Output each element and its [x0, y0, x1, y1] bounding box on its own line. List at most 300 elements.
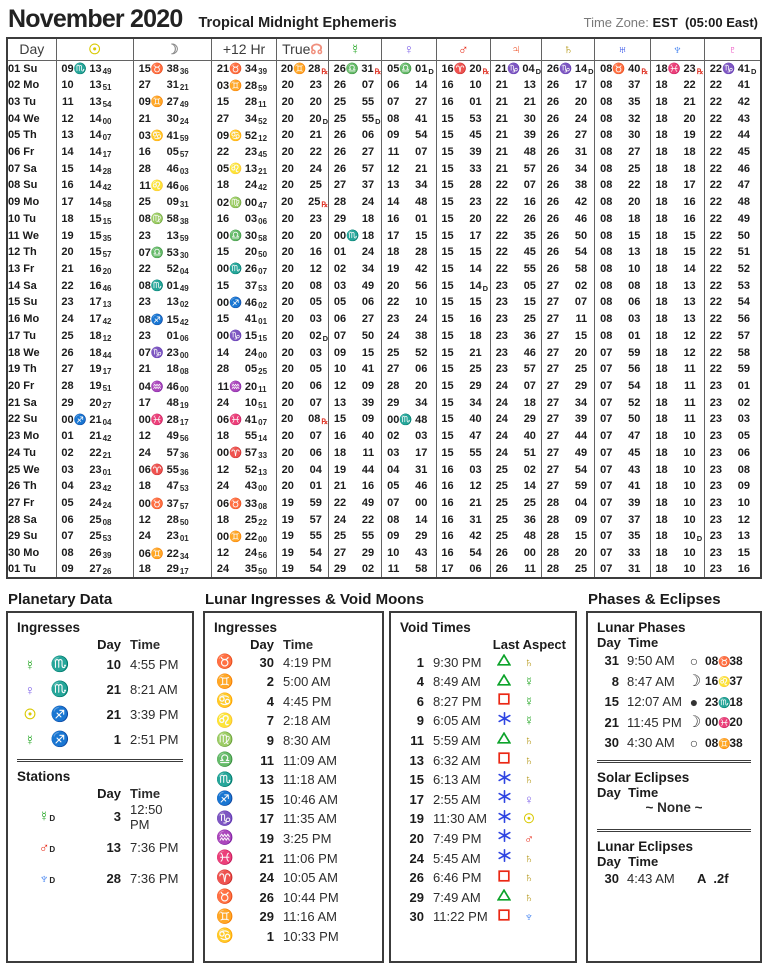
degrees: 09	[387, 129, 400, 142]
mercury-icon: ☿	[24, 656, 36, 673]
degrees: 28	[333, 196, 347, 209]
degrees: 15	[441, 396, 454, 409]
seconds: 36	[179, 468, 189, 478]
minutes: 38	[166, 63, 179, 76]
minutes: 14	[574, 63, 588, 76]
last-aspect-colhead: Last Aspect	[492, 637, 566, 653]
ingress-time: 2:18 AM	[283, 713, 331, 729]
position-cell	[382, 261, 436, 278]
minutes: 25	[308, 196, 321, 209]
planet-ingresses-colhead	[17, 637, 183, 652]
minutes: 32	[628, 112, 641, 125]
degrees: 03	[333, 279, 347, 292]
degrees: 23	[709, 547, 722, 560]
minutes: 18	[361, 230, 375, 243]
minutes: 41	[415, 112, 428, 125]
position-cell	[382, 194, 436, 211]
position-cell	[56, 495, 133, 512]
position-cell	[490, 562, 541, 579]
minutes: 47	[469, 430, 482, 443]
column-header-pluto	[704, 38, 761, 60]
degrees: 11	[217, 380, 230, 393]
degrees: 26	[546, 212, 560, 225]
degrees: 25	[333, 95, 347, 108]
position-cell	[329, 93, 382, 110]
minutes: 25	[523, 497, 536, 510]
position-cell	[329, 328, 382, 345]
position-cell	[133, 428, 211, 445]
ingress-time: 4:55 PM	[130, 657, 179, 673]
degrees: 21	[495, 95, 508, 108]
degrees: 04	[61, 480, 74, 493]
col-time: Time	[628, 784, 659, 800]
position-cell	[133, 478, 211, 495]
ingress-time: 10:46 AM	[283, 791, 338, 807]
degrees: 22	[138, 262, 151, 275]
degrees: 19	[387, 262, 400, 275]
degrees: 19	[333, 463, 347, 476]
position-cell	[542, 328, 595, 345]
position-cell	[704, 511, 761, 528]
position-cell	[542, 461, 595, 478]
position-cell	[595, 277, 650, 294]
minutes: 10	[737, 497, 750, 510]
position-cell	[650, 60, 704, 77]
seconds: 06	[258, 216, 268, 226]
degrees: 08	[600, 112, 613, 125]
degrees: 15	[216, 279, 230, 292]
minutes: 18	[683, 162, 696, 175]
minutes: 48	[415, 413, 428, 426]
minutes: 25	[244, 513, 258, 526]
lunar-phases-colhead	[597, 635, 751, 650]
table-row	[7, 411, 761, 428]
position-cell	[56, 311, 133, 328]
degrees: 02	[216, 196, 230, 209]
table-header-row	[7, 38, 761, 60]
lunar-section-title: Lunar Ingresses & Void Moons	[205, 591, 424, 609]
position-cell	[329, 311, 382, 328]
minutes: 07	[523, 179, 536, 192]
day-cell: 24 Tu	[8, 446, 36, 459]
minutes: 03	[469, 463, 482, 476]
libra-sign-icon: ♎	[345, 63, 359, 76]
position-cell	[490, 511, 541, 528]
ingress-day: 7	[266, 713, 274, 729]
day-cell: 04 We	[8, 112, 40, 125]
position-cell	[490, 344, 541, 361]
col-time: Time	[130, 637, 161, 653]
minutes: 28	[166, 413, 179, 426]
position-cell	[329, 110, 382, 127]
column-header-uranus	[595, 38, 650, 60]
position-cell	[542, 545, 595, 562]
square-aspect-icon	[490, 908, 518, 926]
position-cell	[704, 344, 761, 361]
position-cell	[56, 93, 133, 110]
mars-icon: ♂	[524, 830, 534, 846]
minutes: 10	[683, 563, 696, 576]
position-cell	[382, 545, 436, 562]
void-day: 6	[416, 693, 424, 709]
ingress-day: 19	[259, 830, 274, 846]
position-cell	[650, 545, 704, 562]
column-label: True	[282, 40, 311, 57]
minutes: 12	[683, 329, 696, 342]
table-row	[7, 177, 761, 194]
minutes: 15	[628, 229, 641, 242]
ingress-day: 29	[259, 909, 274, 925]
minutes: 46	[166, 162, 179, 175]
degrees: 08	[600, 179, 613, 192]
station-day: 3	[113, 809, 121, 825]
minutes: 24	[574, 112, 588, 125]
degrees: 23	[705, 694, 719, 709]
seconds: 22	[258, 517, 268, 527]
saturn-icon: ♄	[524, 889, 534, 905]
minutes: 13	[166, 296, 179, 309]
degrees: 23	[709, 396, 722, 409]
day-cell: 20 Fr	[8, 380, 35, 393]
day-cell: 03 Tu	[8, 95, 36, 108]
minutes: 40	[628, 63, 641, 76]
capricorn-sign-icon: ♑	[150, 347, 164, 360]
minutes: 03	[737, 413, 750, 426]
minutes: 20	[309, 229, 322, 242]
position-cell	[595, 495, 650, 512]
position-cell	[56, 361, 133, 378]
seconds: 21	[102, 450, 112, 460]
eclipse-magnitude: .2f	[713, 871, 729, 887]
position-cell	[490, 110, 541, 127]
square-aspect-icon	[490, 869, 518, 887]
degrees: 22	[495, 196, 508, 209]
position-cell	[436, 261, 490, 278]
seconds: 30	[179, 250, 189, 260]
col-day: Day	[597, 635, 621, 651]
position-cell	[595, 244, 650, 261]
scorpio-sign-icon: ♏	[50, 656, 70, 674]
minutes: 31	[415, 463, 428, 476]
degrees: 22	[709, 346, 722, 359]
minutes: 34	[361, 262, 375, 275]
minutes: 10	[683, 547, 696, 560]
minutes: 20	[244, 246, 258, 259]
minutes: 27	[361, 313, 375, 326]
mars-icon: ♂D	[38, 838, 56, 855]
degrees: 08	[387, 112, 400, 125]
leo-sign-icon: ♌	[150, 179, 164, 192]
degrees: 23	[495, 329, 508, 342]
minutes: 14	[89, 196, 102, 209]
ingress-time: 11:35 AM	[283, 811, 337, 827]
phase-position	[705, 715, 743, 729]
position-cell	[490, 461, 541, 478]
minutes: 20	[244, 380, 258, 393]
trine-aspect-icon	[490, 673, 518, 691]
degrees: 29	[333, 212, 347, 225]
minutes: 11	[575, 313, 588, 326]
degrees: 19	[281, 563, 294, 576]
minutes: 28	[308, 63, 321, 76]
degrees: 25	[495, 463, 508, 476]
position-cell	[650, 445, 704, 462]
pisces-sign-icon: ♓	[667, 63, 681, 76]
minutes: 20	[469, 63, 482, 76]
degrees: 26	[546, 246, 560, 259]
position-cell	[436, 445, 490, 462]
minutes: 18	[89, 329, 102, 342]
minutes: 34	[415, 396, 428, 409]
degrees: 26	[546, 145, 560, 158]
minutes: 03	[415, 430, 428, 443]
day-cell: 13 Fr	[8, 262, 35, 275]
minutes: 23	[166, 347, 179, 360]
minutes: 54	[574, 246, 588, 259]
position-cell	[56, 478, 133, 495]
scorpio-sign-icon: ♏	[229, 263, 243, 276]
void-day: 26	[409, 870, 424, 886]
seconds: 08	[179, 367, 189, 377]
position-cell	[542, 394, 595, 411]
minutes: 26	[89, 547, 102, 560]
degrees: 23	[709, 430, 722, 443]
degrees: 15	[216, 95, 230, 108]
degrees: 27	[387, 363, 400, 376]
position-cell	[490, 411, 541, 428]
scorpio-sign-icon: ♏	[50, 681, 70, 699]
minutes: 46	[244, 296, 258, 309]
position-cell	[133, 545, 211, 562]
degrees: 08	[705, 735, 719, 750]
sextile-aspect-icon	[490, 849, 518, 867]
seconds: 33	[258, 451, 268, 461]
degrees: 07	[600, 547, 613, 560]
position-cell	[704, 394, 761, 411]
minutes: 34	[244, 112, 258, 125]
minutes: 27	[574, 129, 588, 142]
minutes: 50	[361, 329, 375, 342]
minutes: 57	[523, 162, 536, 175]
degrees: 11	[139, 179, 151, 192]
scorpio-sign-icon: ♏	[718, 697, 731, 709]
degrees: 22	[709, 262, 722, 275]
position-cell	[56, 461, 133, 478]
degrees: 26	[333, 129, 347, 142]
position-cell	[490, 428, 541, 445]
position-cell	[650, 194, 704, 211]
position-cell	[329, 77, 382, 94]
degrees: 20	[281, 346, 294, 359]
saturn-icon: ♄	[524, 870, 534, 886]
degrees: 15	[441, 196, 454, 209]
position-cell	[212, 511, 277, 528]
position-cell	[276, 294, 328, 311]
position-cell	[542, 361, 595, 378]
seconds: 49	[179, 284, 189, 294]
degrees: 27	[61, 363, 74, 376]
column-header-mercury	[329, 38, 382, 60]
minutes: 55	[469, 446, 482, 459]
gemini-sign-icon: ♊	[229, 79, 243, 92]
degrees: 18	[655, 129, 668, 142]
position-cell	[276, 361, 328, 378]
degrees: 27	[546, 380, 560, 393]
degrees: 19	[281, 530, 294, 543]
aquarius-sign-icon: ♒	[150, 380, 164, 393]
trine-aspect-icon	[490, 888, 518, 906]
position-cell	[382, 394, 436, 411]
libra-sign-icon: ♎	[216, 751, 234, 768]
degrees: 16	[441, 79, 454, 92]
degrees: 16	[441, 513, 454, 526]
position-cell	[490, 93, 541, 110]
position-cell	[436, 478, 490, 495]
table-row	[7, 361, 761, 378]
table-row	[7, 277, 761, 294]
position-cell	[212, 210, 277, 227]
position-cell	[595, 461, 650, 478]
ingress-day: 13	[259, 772, 274, 788]
degrees: 23	[495, 346, 508, 359]
position-cell	[212, 562, 277, 579]
position-cell	[382, 528, 436, 545]
seconds: 07	[102, 133, 112, 143]
seconds: 26	[102, 567, 112, 577]
minutes: 03	[309, 346, 322, 359]
degrees: 22	[709, 129, 722, 142]
degrees: 08	[600, 329, 613, 342]
aquarius-sign-icon: ♒	[216, 829, 234, 846]
seconds: 51	[102, 83, 112, 93]
minutes: 05	[523, 279, 536, 292]
taurus-sign-icon: ♉	[229, 497, 243, 510]
degrees: 14	[216, 346, 230, 359]
minutes: 14	[89, 145, 102, 158]
divider	[597, 829, 751, 832]
position-cell	[212, 495, 277, 512]
position-cell	[382, 511, 436, 528]
degrees: 08	[138, 313, 151, 326]
gemini-sign-icon: ♊	[229, 530, 243, 543]
table-row	[7, 344, 761, 361]
seconds: 00	[179, 384, 189, 394]
minutes: 15	[683, 229, 696, 242]
lunar-ingress-row	[214, 868, 373, 888]
position-cell	[56, 328, 133, 345]
lunar-ingress-row	[214, 711, 373, 731]
position-cell	[436, 495, 490, 512]
mercury-icon: ☿	[349, 41, 361, 58]
degrees: 26	[546, 129, 560, 142]
degrees: 23	[709, 563, 722, 576]
position-cell	[490, 194, 541, 211]
position-cell	[704, 277, 761, 294]
taurus-sign-icon: ♉	[718, 656, 731, 668]
degrees: 22	[709, 212, 722, 225]
degrees: 28	[138, 162, 151, 175]
position-cell	[704, 495, 761, 512]
degrees: 07	[600, 463, 613, 476]
degrees: 27	[546, 296, 560, 309]
position-cell	[382, 127, 436, 144]
minutes: 02	[574, 279, 588, 292]
planet-ingresses-label: Ingresses	[17, 620, 81, 636]
minutes: 20	[89, 396, 102, 409]
degrees: 27	[138, 79, 151, 92]
void-day: 24	[409, 850, 424, 866]
minutes: 05	[166, 145, 179, 158]
minutes: 27	[628, 145, 641, 158]
degrees: 22	[709, 112, 722, 125]
table-row	[7, 511, 761, 528]
degrees: 22	[709, 95, 722, 108]
minutes: 44	[361, 463, 375, 476]
venus-icon: ♀	[403, 41, 415, 58]
position-cell	[212, 60, 277, 77]
lunar-ingress-row	[214, 691, 373, 711]
degrees: 21	[138, 363, 151, 376]
position-cell	[276, 445, 328, 462]
degrees: 08	[600, 95, 613, 108]
position-cell	[542, 110, 595, 127]
void-time-row	[400, 829, 566, 849]
degrees: 04	[387, 463, 400, 476]
position-cell	[212, 528, 277, 545]
position-cell	[56, 177, 133, 194]
degrees: 18	[655, 480, 668, 493]
minutes: 23	[244, 145, 258, 158]
minutes: 23	[309, 212, 322, 225]
table-row	[7, 110, 761, 127]
degrees: 03	[387, 446, 400, 459]
motion-flag: ℞	[321, 67, 329, 77]
degrees: 20	[281, 446, 294, 459]
minutes: 08	[628, 279, 641, 292]
degrees: 08	[600, 279, 613, 292]
position-cell	[133, 394, 211, 411]
position-cell	[595, 428, 650, 445]
position-cell	[133, 411, 211, 428]
minutes: 18	[683, 145, 696, 158]
minutes: 59	[737, 363, 750, 376]
minutes: 04	[522, 63, 535, 76]
degrees: 16	[441, 547, 454, 560]
degrees: 15	[441, 363, 454, 376]
minutes: 24	[244, 179, 258, 192]
minutes: 20	[309, 112, 322, 125]
degrees: 07	[600, 346, 613, 359]
position-cell	[490, 495, 541, 512]
degrees: 29	[333, 563, 347, 576]
seconds: 08	[102, 517, 112, 527]
degrees: 00	[138, 497, 151, 510]
minutes: 21	[89, 430, 102, 443]
degrees: 15	[441, 262, 454, 275]
position-cell	[212, 277, 277, 294]
minutes: 48	[523, 530, 536, 543]
seconds: 42	[102, 484, 112, 494]
minutes: 10	[683, 513, 696, 526]
minutes: 43	[415, 547, 428, 560]
position-cell	[329, 277, 382, 294]
day-cell: 10 Tu	[8, 212, 36, 225]
minutes: 10	[683, 480, 696, 493]
position-cell	[382, 428, 436, 445]
position-cell	[276, 160, 328, 177]
void-time-row	[400, 907, 566, 927]
minutes: 37	[361, 179, 375, 192]
